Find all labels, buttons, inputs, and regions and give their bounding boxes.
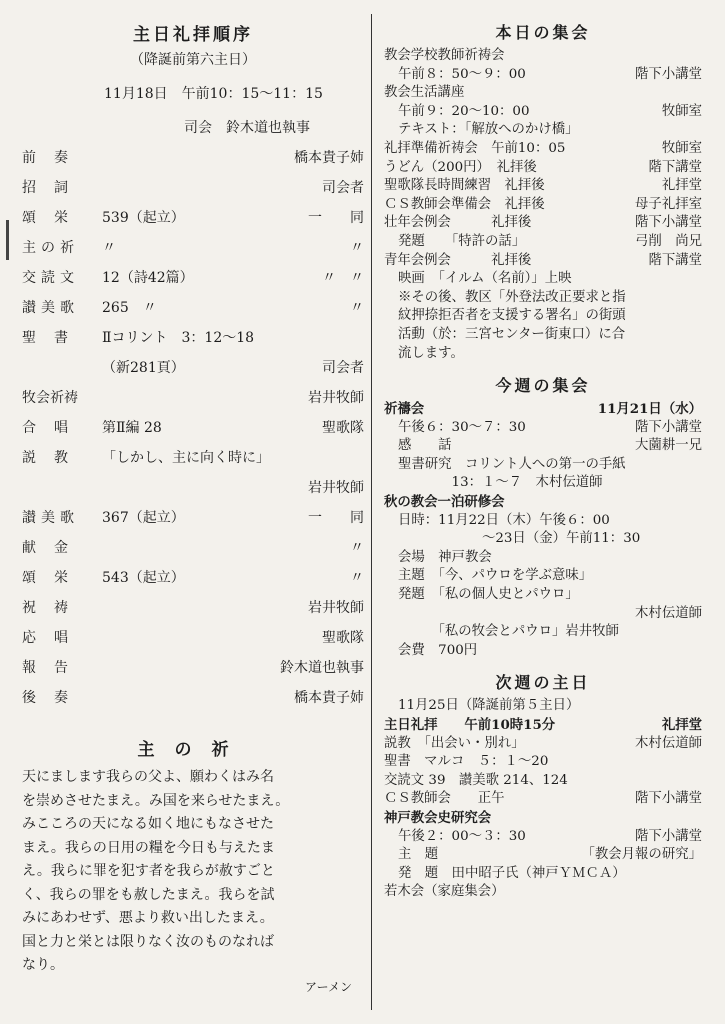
meeting-line	[384, 809, 702, 828]
order-item-label: 頌栄	[22, 570, 86, 586]
meeting-line	[384, 605, 702, 624]
meeting-text: 交読文 39 讃美歌 214、124	[384, 772, 568, 788]
order-item	[22, 687, 364, 717]
meeting-line	[384, 66, 702, 85]
meeting-text: 紋押捺拒否者を支援する署名」の街頭	[398, 308, 626, 324]
order-item	[22, 147, 364, 177]
meeting-text: 説教 「出会い・別れ」	[384, 735, 525, 751]
order-item	[22, 447, 364, 477]
order-item	[22, 477, 364, 507]
meeting-place: 母子礼拝室	[635, 196, 702, 212]
meeting-place: 11月21日（水）	[597, 401, 702, 418]
worship-date: 11月18日 午前10：15〜11：15	[104, 86, 323, 102]
meeting-line	[384, 549, 702, 568]
meeting-line	[384, 493, 702, 512]
order-item-person: 聖歌隊	[322, 420, 364, 436]
order-item-detail: 539（起立）	[102, 210, 185, 226]
meeting-text: 聖書 マルコ ５：１〜20	[384, 754, 549, 770]
order-item-detail: 12（詩42篇）	[102, 270, 194, 286]
order-item-person: 〃	[350, 570, 364, 586]
meeting-place: 礼拝堂	[661, 717, 702, 733]
order-item	[22, 507, 364, 537]
meeting-place: 牧師室	[661, 103, 702, 119]
meeting-text: 会費 700円	[398, 642, 478, 658]
order-item-label: 献金	[22, 540, 86, 556]
order-item-detail: （新281頁）	[102, 360, 185, 376]
meeting-place: 階下小講堂	[635, 828, 702, 844]
order-item-label: 後奏	[22, 690, 86, 706]
meeting-place: 木村伝道師	[635, 735, 702, 751]
order-item-label: 交読文	[22, 270, 79, 286]
order-item-detail: 〃	[102, 240, 116, 256]
order-item-person: 〃 〃	[322, 270, 364, 286]
meeting-text	[398, 605, 635, 624]
order-item	[22, 387, 364, 417]
worship-order-title: 主日礼拝順序	[133, 25, 253, 45]
meeting-text: 「私の牧会とパウロ」岩井牧師	[398, 624, 619, 640]
meeting-line	[384, 828, 702, 847]
week-meetings-title: 今週の集会	[495, 376, 591, 396]
meeting-text: 発題 「特許の話」	[398, 233, 526, 249]
order-item-label: 招詞	[22, 180, 86, 196]
meeting-text: 教会生活講座	[384, 85, 465, 101]
meeting-line	[384, 307, 702, 326]
meeting-line	[384, 400, 702, 419]
meeting-line	[384, 642, 702, 661]
meeting-line	[384, 140, 702, 159]
order-item-detail: 第Ⅱ編 28	[102, 420, 162, 436]
order-item	[22, 237, 364, 267]
meeting-text: 午後６：30〜７：30	[398, 419, 526, 435]
meeting-line	[384, 289, 702, 308]
meeting-text: 主 題	[398, 847, 439, 863]
meeting-line	[384, 159, 702, 178]
order-item-detail: Ⅱコリント 3：12〜18	[102, 330, 255, 346]
order-item	[22, 567, 364, 597]
prayer-line: え。我らに罪を犯す者を我らが赦すごと	[22, 863, 275, 879]
meeting-place: 木村伝道師	[635, 605, 702, 621]
meeting-line	[384, 437, 702, 456]
today-meetings-list	[384, 47, 702, 363]
prayer-line: まえ。我らの日用の糧を今日も与えたま	[22, 839, 275, 856]
order-item-label: 牧会祈祷	[22, 390, 78, 406]
order-item-person: 司会者	[322, 360, 364, 376]
meeting-line	[384, 345, 702, 364]
week-meetings-list	[384, 400, 702, 660]
meeting-line	[384, 456, 702, 475]
meeting-place: 礼拝堂	[661, 178, 702, 194]
today-meetings-title: 本日の集会	[495, 23, 591, 42]
order-item-person: 聖歌隊	[322, 630, 364, 646]
meeting-text: 午前８：50〜９：00	[398, 66, 526, 82]
meeting-text: 若木会（家庭集会）	[384, 884, 505, 900]
meeting-text: 会場 神戸教会	[398, 549, 492, 565]
meeting-line	[384, 697, 702, 716]
lords-prayer-title: 主の祈	[137, 740, 249, 760]
meeting-text: 聖歌隊長時間練習 礼拝後	[384, 178, 545, 194]
next-sunday-title: 次週の主日	[495, 673, 591, 693]
order-item-person: 橋本貴子姉	[294, 690, 364, 706]
meeting-text: 神戸教会史研究会	[384, 809, 492, 826]
meeting-text: 映画 「イルム（名前）」上映	[398, 271, 572, 287]
order-item	[22, 627, 364, 657]
column-divider	[371, 14, 372, 1010]
meeting-text: 午後２：00〜３：30	[398, 828, 526, 844]
order-item-person: 岩井牧師	[308, 480, 364, 496]
meeting-line	[384, 474, 702, 493]
meeting-line	[384, 883, 702, 902]
meeting-line	[384, 103, 702, 122]
prayer-line: みこころの天になる如く地にもなさせた	[22, 816, 274, 832]
meeting-line	[384, 790, 702, 809]
meeting-place: 弓削 尚兄	[635, 233, 702, 249]
prayer-line: 天にまします我らの父よ、願わくはみ名	[22, 769, 274, 785]
meeting-text: 〜23日（金）午前11：30	[482, 531, 641, 547]
meeting-text: ※その後、教区「外登法改正要求と指	[398, 289, 626, 305]
order-item-label: 説教	[22, 450, 86, 466]
order-item	[22, 177, 364, 207]
meeting-place: 階下小講堂	[635, 419, 702, 435]
prayer-line: 国と力と栄とは限りなく汝のものなれば	[22, 933, 274, 950]
order-item-label: 讃美歌	[22, 300, 79, 316]
prayer-line: を崇めさせたまえ。み国を来らせたまえ。	[22, 792, 290, 809]
order-list	[22, 147, 364, 717]
meeting-line	[384, 326, 702, 345]
order-item-person: 一 同	[308, 210, 364, 226]
meeting-text: 教会学校教師祈祷会	[384, 48, 505, 63]
meeting-place: 階下講堂	[648, 159, 702, 175]
meeting-line	[384, 530, 702, 549]
meeting-place: 「教会月報の研究」	[581, 847, 702, 863]
order-item-person: 〃	[350, 540, 364, 556]
meeting-line	[384, 121, 702, 140]
order-item	[22, 537, 364, 567]
order-item	[22, 357, 364, 387]
meeting-line	[384, 177, 702, 196]
meeting-text: 主日礼拝 午前10時15分	[384, 717, 556, 733]
order-item-label: 聖書	[22, 330, 86, 346]
order-item-person: 岩井牧師	[308, 390, 364, 406]
meeting-line	[384, 84, 702, 103]
meeting-place: 階下小講堂	[635, 66, 702, 82]
meeting-text: 感 話	[398, 438, 452, 454]
order-item-person: 一 同	[308, 510, 364, 526]
meeting-line	[384, 586, 702, 605]
order-item-person: 橋本貴子姉	[294, 150, 364, 166]
lords-prayer-text	[22, 766, 364, 978]
order-item-label: 祝祷	[22, 600, 86, 616]
meeting-line	[384, 252, 702, 271]
meeting-line	[384, 753, 702, 772]
meeting-text: 日時：11月22日（木）午後６：00	[398, 512, 610, 528]
meeting-line	[384, 512, 702, 531]
order-item	[22, 267, 364, 297]
meeting-text: 秋の教会一泊研修会	[384, 494, 505, 511]
meeting-text: 聖書研究 コリント人への第一の手紙	[398, 456, 626, 472]
prayer-line: なり。	[22, 957, 64, 973]
worship-order-column	[22, 12, 364, 995]
meeting-text: 発 題 田中昭子氏（神戸ＹＭＣＡ）	[398, 865, 626, 881]
meeting-line	[384, 233, 702, 252]
meeting-place: 階下小講堂	[635, 791, 702, 807]
order-item	[22, 657, 364, 687]
prayer-line: く、我らの罪をも赦したまえ。我らを試	[22, 886, 275, 903]
meeting-line	[384, 716, 702, 735]
presider: 司会 鈴木道也執事	[184, 120, 310, 136]
meeting-line	[384, 567, 702, 586]
order-item-label: 頌栄	[22, 210, 86, 226]
meeting-text: テキスト：「解放へのかけ橋」	[398, 122, 579, 138]
meeting-text: 祈禱会	[384, 401, 425, 418]
meeting-line	[384, 214, 702, 233]
order-item-label: 応唱	[22, 630, 86, 646]
order-item-person: 岩井牧師	[308, 600, 364, 616]
meeting-text: 発題 「私の個人史とパウロ」	[398, 587, 579, 603]
meeting-line	[384, 419, 702, 438]
order-item-person: 鈴木道也執事	[280, 660, 364, 676]
order-item-label: 報告	[22, 660, 86, 676]
meeting-line	[384, 196, 702, 215]
order-item-label: 合唱	[22, 420, 86, 436]
order-item	[22, 597, 364, 627]
meeting-place: 階下講堂	[648, 252, 702, 268]
order-item	[22, 297, 364, 327]
worship-order-subtitle: （降誕前第六主日）	[130, 52, 256, 68]
order-item-person: 司会者	[322, 180, 364, 196]
meeting-text: うどん（200円） 礼拝後	[384, 159, 537, 175]
meeting-text: 流します。	[398, 345, 464, 361]
order-item	[22, 207, 364, 237]
meeting-line	[384, 270, 702, 289]
order-item-detail: 543（起立）	[102, 570, 185, 586]
order-item	[22, 327, 364, 357]
fold-mark	[6, 220, 9, 260]
meeting-text: ＣＳ教師会準備会 礼拝後	[384, 196, 545, 212]
order-item-detail: 367（起立）	[102, 510, 185, 526]
amen: アーメン	[304, 979, 352, 994]
meeting-text: 13：１〜７ 木村伝道師	[398, 475, 603, 491]
order-item-label: 主の祈	[22, 240, 79, 256]
order-item	[22, 417, 364, 447]
meetings-column	[384, 12, 702, 902]
order-item-label: 前奏	[22, 150, 86, 166]
meeting-text: 青年会例会 礼拝後	[384, 252, 532, 268]
meeting-place: 牧師室	[661, 140, 702, 156]
meeting-line	[384, 623, 702, 642]
meeting-place: 大薗耕一兄	[635, 438, 702, 454]
meeting-text: 活動（於：三宮センター街東口）に合	[398, 326, 626, 342]
order-item-person: 〃	[350, 300, 364, 316]
meeting-line	[384, 735, 702, 754]
meeting-line	[384, 772, 702, 791]
order-item-person: 〃	[350, 240, 364, 256]
meeting-line	[384, 846, 702, 865]
order-item-detail: 「しかし、主に向く時に」	[102, 450, 270, 466]
prayer-line: みにあわせず、悪より救い出したまえ。	[22, 910, 274, 926]
order-item-label: 讃美歌	[22, 510, 79, 526]
meeting-text: 11月25日（降誕前第５主日）	[398, 698, 580, 714]
meeting-text: 礼拝準備祈祷会 午前10：05	[384, 140, 566, 156]
meeting-text: 主題 「今、パウロを学ぶ意味」	[398, 568, 593, 584]
meeting-line	[384, 865, 702, 884]
meeting-place: 階下小講堂	[635, 215, 702, 231]
meeting-text: ＣＳ教師会 正午	[384, 791, 505, 807]
next-sunday-list	[384, 697, 702, 902]
meeting-text: 午前９：20〜10：00	[398, 103, 530, 119]
meeting-line	[384, 47, 702, 66]
meeting-text: 壮年会例会 礼拝後	[384, 215, 532, 231]
order-item-detail: 265 〃	[102, 300, 157, 316]
